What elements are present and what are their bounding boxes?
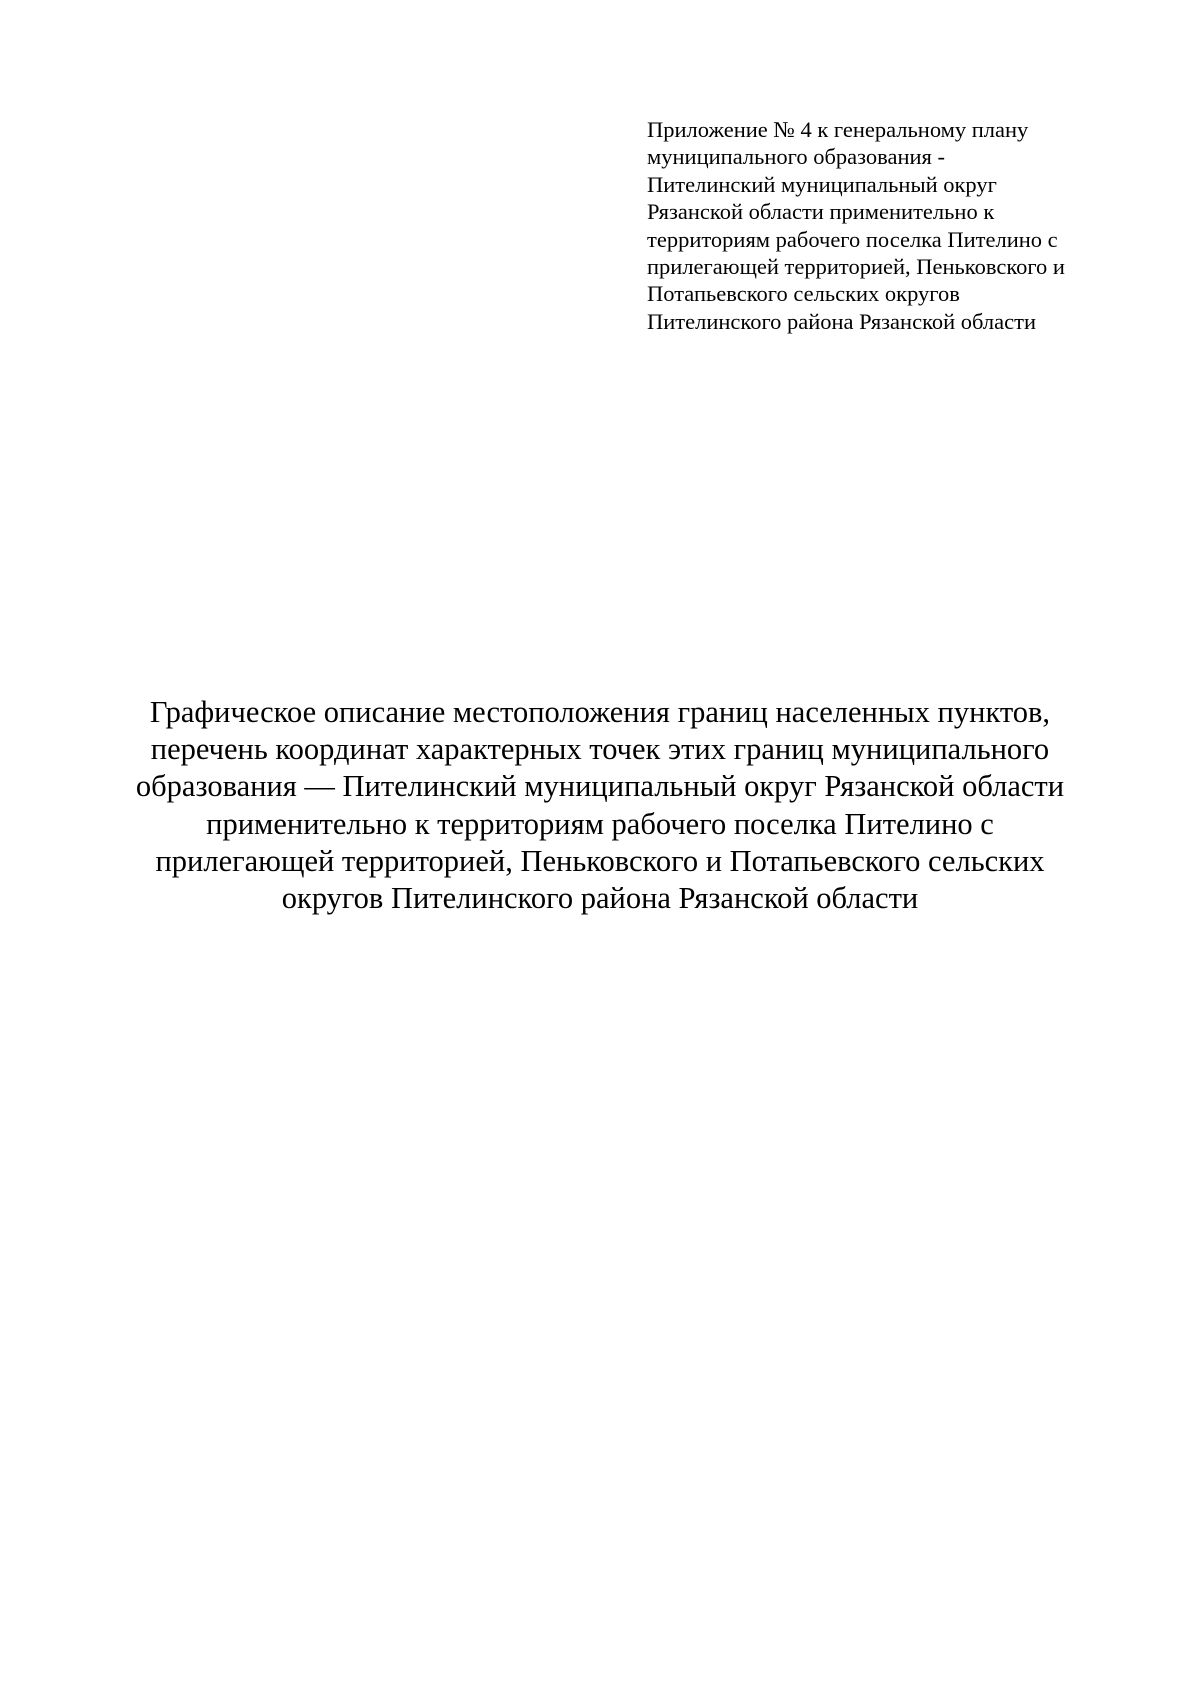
appendix-note-line: Пителинского района Рязанской области — [647, 308, 1036, 334]
appendix-note-line: муниципального образования - — [647, 144, 946, 170]
appendix-note-line: Приложение № 4 к генеральному плану — [647, 117, 1029, 142]
document-title-line: применительно к территориям рабочего поселка Пителино с — [206, 806, 994, 841]
document-title-line: перечень координат характерных точек этих границ муниципального — [150, 732, 1050, 767]
appendix-note-line: прилегающей территорией, Пеньковского и — [647, 254, 1065, 280]
appendix-note-line: Пителинский муниципальный округ — [647, 171, 997, 197]
document-title-line: Графическое описание местоположения границ населенных пунктов, — [149, 695, 1051, 729]
document-title-line: образования — Пителинский муниципальный округ Рязанской области — [135, 769, 1065, 804]
document-title-line: округов Пителинского района Рязанской области — [281, 881, 919, 916]
document-title-line: прилегающей территорией, Пеньковского и Потапьевского сельских — [155, 843, 1045, 878]
appendix-note-line: территориям рабочего поселка Пителино с — [647, 226, 1058, 252]
appendix-note-line: Потапьевского сельских округов — [647, 281, 960, 307]
appendix-note — [647, 116, 1147, 335]
appendix-note-line: Рязанской области применительно к — [647, 199, 995, 225]
document-title — [100, 694, 1100, 917]
